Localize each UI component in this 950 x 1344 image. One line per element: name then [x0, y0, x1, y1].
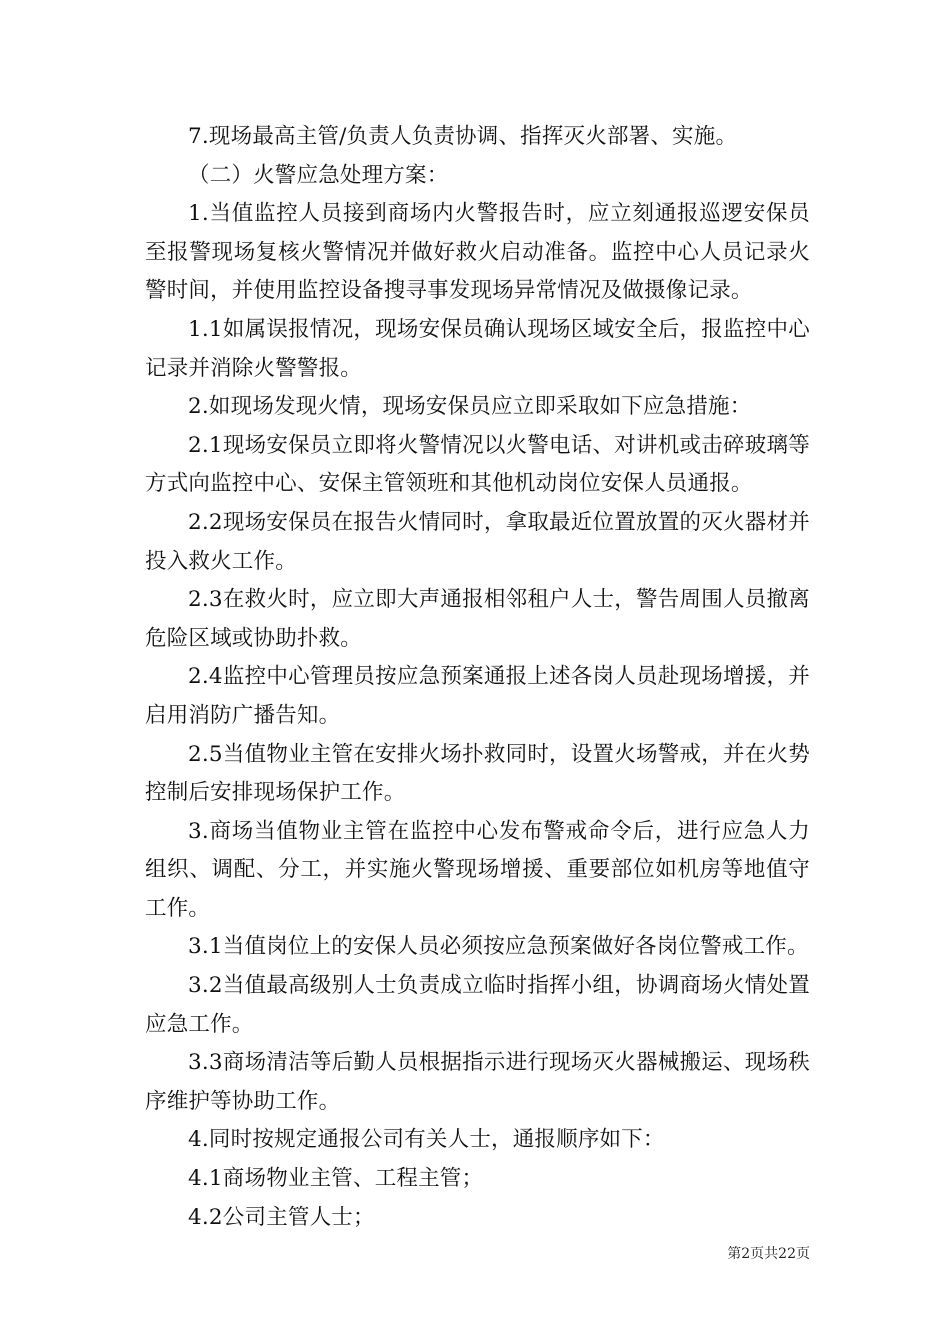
paragraph-3: 3.商场当值物业主管在监控中心发布警戒命令后，进行应急人力组织、调配、分工，并实施火警现场增援、重要部位如机房等地值守工作。 [145, 818, 810, 921]
document-body [145, 118, 810, 1237]
paragraph-command: 7.现场最高主管/负责人负责协调、指挥灭火部署、实施。 [188, 124, 738, 149]
section-heading-fire-response: （二）火警应急处理方案： [188, 162, 449, 188]
paragraph-4-1: 4.1商场物业主管、工程主管； [188, 1166, 484, 1192]
paragraph-3-2: 3.2当值最高级别人士负责成立临时指挥小组，协调商场火情处置应急工作。 [145, 973, 810, 1037]
paragraph-1-1: 1.1如属误报情况，现场安保员确认现场区域安全后，报监控中心记录并消除火警警报。 [145, 316, 810, 381]
paragraph-4: 4.同时按规定通报公司有关人士，通报顺序如下： [188, 1127, 665, 1153]
paragraph-2-3: 2.3在救火时，应立即大声通报相邻租户人士，警告周围人员撤离危险区域或协助扑救。 [145, 587, 810, 651]
paragraph-2-5: 2.5当值物业主管在安排火场扑救同时，设置火场警戒，并在火势控制后安排现场保护工作。 [145, 741, 810, 806]
paragraph-4-2: 4.2公司主管人士； [188, 1204, 375, 1230]
page-number-footer: 第2页共22页 [727, 1246, 810, 1262]
paragraph-3-1: 3.1当值岗位上的安保人员必须按应急预案做好各岗位警戒工作。 [188, 934, 809, 960]
paragraph-2-2: 2.2现场安保员在报告火情同时，拿取最近位置放置的灭火器材并投入救火工作。 [145, 509, 810, 574]
paragraph-2-4: 2.4监控中心管理员按应急预案通报上述各岗人员赴现场增援，并启用消防广播告知。 [145, 664, 810, 728]
paragraph-2-1: 2.1现场安保员立即将火警情况以火警电话、对讲机或击碎玻璃等方式向监控中心、安保主管领班和其他机动岗位安保人员通报。 [145, 432, 810, 497]
paragraph-1: 1.当值监控人员接到商场内火警报告时，应立刻通报巡逻安保员至报警现场复核火警情况并做好救火启动准备。监控中心人员记录火警时间，并使用监控设备搜寻事发现场异常情况及做摄像记录。 [145, 201, 810, 304]
paragraph-2: 2.如现场发现火情，现场安保员应立即采取如下应急措施： [188, 394, 752, 420]
paragraph-3-3: 3.3商场清洁等后勤人员根据指示进行现场灭火器械搬运、现场秩序维护等协助工作。 [145, 1050, 810, 1114]
